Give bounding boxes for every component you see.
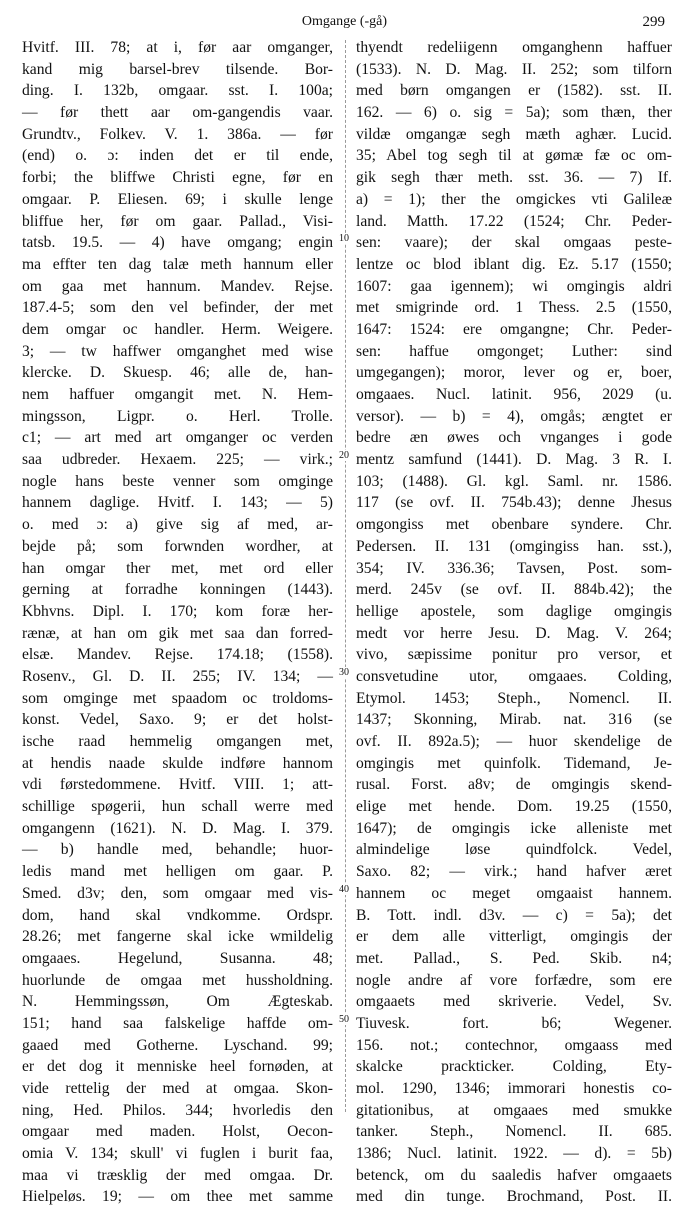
- text-line: 187.4-5; som den vel befinder, der met: [22, 299, 333, 317]
- right-column: [356, 37, 672, 1208]
- text-line: medt vor herre Jesu. D. Mag. V. 264;: [356, 624, 672, 642]
- text-line: dom, hand skal vndkomme. Ordspr.: [22, 906, 333, 924]
- text-line: Rosenv., Gl. D. II. 255; IV. 134; —: [22, 667, 333, 685]
- text-line: at hendis naade skulde indføre hannom: [22, 754, 333, 772]
- text-line: vdi førstedommene. Hvitf. VIII. 1; att-: [22, 776, 333, 794]
- text-line: ning, Hed. Philos. 344; hvorledis den: [22, 1101, 333, 1119]
- text-line: gik segh thær meth. sst. 36. — 7) If.: [356, 169, 672, 187]
- text-line: bejde på; som forwnden wordher, at: [22, 537, 333, 555]
- text-line: c1; — art med art omganger oc verden: [22, 429, 333, 447]
- text-line: omgaar med maden. Holst, Oecon-: [22, 1123, 333, 1141]
- text-line: schillige spøgerii, hun schall werre med: [22, 798, 333, 816]
- text-line: 103; (1488). Gl. kgl. Saml. nr. 1586.: [356, 472, 672, 490]
- text-line: consvetudine utor, omgaaes. Colding,: [356, 667, 672, 685]
- text-line: Smed. d3v; den, som omgaar med vis-: [22, 884, 333, 902]
- line-number: 30: [334, 667, 354, 678]
- text-line: han omgar ther met, met ord eller: [22, 559, 333, 577]
- text-line: 156. not.; contechnor, omgaass med: [356, 1036, 672, 1054]
- text-line: bedre æn øwes och vnganges i gode: [356, 429, 672, 447]
- text-line: 1437; Skonning, Mirab. nat. 316 (se: [356, 711, 672, 729]
- text-line: dem omgar oc handler. Herm. Weigere.: [22, 320, 333, 338]
- text-line: B. Tott. indl. d3v. — c) = 5a); det: [356, 906, 672, 924]
- text-line: er dem alle vitterligt, omgingis der: [356, 928, 672, 946]
- text-line: met smigrinde ord. 1 Thess. 2.5 (1550,: [356, 299, 672, 317]
- text-line: merd. 245v (se ovf. II. 884b.42); the: [356, 581, 672, 599]
- text-line: kand mig barsel-brev tilsende. Bor-: [22, 60, 333, 78]
- text-line: — før thett aar om-gangendis vaar.: [22, 104, 333, 122]
- text-line: gaaed med Gotherne. Lyschand. 99;: [22, 1036, 333, 1054]
- text-line: saa udbreder. Hexaem. 225; — virk.;: [22, 451, 333, 469]
- text-line: konst. Vedel, Saxo. 9; er det holst-: [22, 711, 333, 729]
- text-line: umgegangen); moror, lever og er, boer,: [356, 364, 672, 382]
- text-line: (end) o. ɔ: inden det er til ende,: [22, 147, 333, 165]
- text-line: nogle hans beste venner som omginge: [22, 472, 333, 490]
- text-line: som omginge met spaadom oc troldoms-: [22, 689, 333, 707]
- line-number: 40: [334, 884, 354, 895]
- text-line: mentz samfund (1441). D. Mag. 3 R. I.: [356, 451, 672, 469]
- text-line: hannem oc meget omgaaist hannem.: [356, 884, 672, 902]
- text-line: er det dog it menniske heel fornøden, at: [22, 1058, 333, 1076]
- text-line: o. med ɔ: a) give sig af med, ar-: [22, 516, 333, 534]
- text-line: ovf. II. 892a.5); — huor skendelige de: [356, 733, 672, 750]
- text-line: elige met hende. Dom. 19.25 (1550,: [356, 798, 672, 816]
- text-line: hannem daglige. Hvitf. I. 143; — 5): [22, 494, 333, 512]
- text-line: mol. 1290, 1346; immorari honestis co-: [356, 1080, 672, 1097]
- text-line: omia V. 134; skull' vi fuglen i burit faa,: [22, 1145, 333, 1163]
- text-line: omgangenn (1621). N. D. Mag. I. 379.: [22, 819, 333, 837]
- text-line: bliffue her, før om gaar. Pallad., Visi-: [22, 212, 333, 230]
- column-divider: [345, 40, 346, 1112]
- text-line: lentze oc blod iblant dig. Ez. 5.17 (1550;: [356, 255, 672, 273]
- text-line: vivo, sæpissime ponitur pro versor, et: [356, 646, 672, 664]
- text-line: Grundtv., Folkev. V. 1. 386a. — før: [22, 125, 333, 143]
- text-line: med børn omgangen er (1582). sst. II.: [356, 82, 672, 100]
- text-line: omgaar. P. Eliesen. 69; i skulle lenge: [22, 190, 333, 208]
- text-line: skalcke prackticker. Colding, Ety-: [356, 1058, 672, 1076]
- text-line: 162. — 6) o. sig = 5a); som thæn, ther: [356, 104, 672, 122]
- running-title: Omgange (-gå): [301, 14, 388, 29]
- text-line: gerning at forradhe konningen (1443).: [22, 581, 333, 599]
- text-line: ledis mand met helligen om gaar. P.: [22, 863, 333, 881]
- text-line: ische raad hemmelig omgangen met,: [22, 733, 333, 750]
- text-line: ma effter ten dag talæ meth hannum eller: [22, 255, 333, 273]
- text-line: 28.26; met fangerne skal icke wmildelig: [22, 928, 333, 946]
- text-line: met. Pallad., S. Ped. Skib. n4;: [356, 949, 672, 967]
- text-line: Pedersen. II. 131 (omgingiss han. sst.),: [356, 537, 672, 555]
- left-column: [22, 37, 333, 1208]
- text-line: omgongiss met obenbare syndere. Chr.: [356, 516, 672, 534]
- text-line: hellige apostele, som daglige omgingis: [356, 602, 672, 620]
- text-line: sen: haffue omgonget; Luther: sind: [356, 342, 672, 360]
- text-line: Saxo. 82; — virk.; hand hafver æret: [356, 863, 672, 881]
- text-line: forbi; the bliffwe Christi egne, før en: [22, 169, 333, 187]
- line-number: 50: [334, 1014, 354, 1025]
- text-line: elsæ. Mandev. Rejse. 174.18; (1558).: [22, 646, 333, 664]
- text-line: klercke. D. Skuesp. 46; alle de, han-: [22, 364, 333, 382]
- text-line: Hvitf. III. 78; at i, før aar omganger,: [22, 39, 333, 56]
- text-line: ding. I. 132b, omgaar. sst. I. 100a;: [22, 82, 333, 100]
- text-line: omgaaes. Hegelund, Susanna. 48;: [22, 949, 333, 967]
- text-line: 1607: gaa igennem); wi omgingis aldri: [356, 277, 672, 295]
- text-line: mingsson, Ligpr. o. Herl. Trolle.: [22, 407, 333, 425]
- line-number: 10: [334, 233, 354, 244]
- text-line: — b) handle med, behandle; huor-: [22, 841, 333, 859]
- text-line: 354; IV. 336.36; Tavsen, Post. som-: [356, 559, 672, 577]
- text-line: Tiuvesk. fort. b6; Wegener.: [356, 1014, 672, 1032]
- text-line: rænæ, at han om gik met saa dan forred-: [22, 624, 333, 642]
- page-number: 299: [642, 14, 665, 30]
- text-line: nem haffuer omgangit met. N. Hem-: [22, 386, 333, 403]
- text-line: tatsb. 19.5. — 4) have omgang; engin: [22, 234, 333, 252]
- text-line: thyendt redeliigenn omganghenn haffuer: [356, 39, 672, 56]
- page-header: [0, 14, 689, 34]
- text-line: tanker. Steph., Nomencl. II. 685.: [356, 1123, 672, 1141]
- text-line: 117 (se ovf. II. 754b.43); denne Jhesus: [356, 494, 672, 512]
- text-line: versor). — b) = 4), omgås; ængtet er: [356, 407, 672, 425]
- text-line: a) = 1); ther the omgickes vti Galileæ: [356, 190, 672, 208]
- text-line: nogle andre af vore forfædre, som ere: [356, 971, 672, 989]
- text-line: 35; Abel tog segh til at gømæ fæ oc om-: [356, 147, 672, 165]
- text-line: 3; — tw haffwer omganghet med wise: [22, 342, 333, 360]
- text-line: omgaaets med skriverie. Vedel, Sv.: [356, 993, 672, 1011]
- text-line: betenck, om du saaledis hafver omgaaets: [356, 1166, 672, 1184]
- text-line: almindelige løse quindfolck. Vedel,: [356, 841, 672, 859]
- text-line: med din tunge. Brochmand, Post. II.: [356, 1188, 672, 1206]
- text-line: gitationibus, at omgaaes med smukke: [356, 1101, 672, 1119]
- text-line: sen: vaare); der skal omgaas peste-: [356, 234, 672, 252]
- text-line: 1647: 1524: ere omgangne; Chr. Peder-: [356, 320, 672, 338]
- text-line: Etymol. 1453; Steph., Nomencl. II.: [356, 689, 672, 707]
- text-line: N. Hemmingssøn, Om Ægteskab.: [22, 993, 333, 1011]
- text-line: maa vi træsklig der med omgaa. Dr.: [22, 1166, 333, 1184]
- text-line: omgingis met quinfolk. Tidemand, Je-: [356, 754, 672, 772]
- text-line: 151; hand saa falskelige haffde om-: [22, 1014, 333, 1032]
- text-line: land. Matth. 17.22 (1524; Chr. Peder-: [356, 212, 672, 230]
- text-line: Hielpeløs. 19; — om thee met samme: [22, 1188, 333, 1206]
- text-line: huorlunde de omgaa met hussholdning.: [22, 971, 333, 989]
- text-line: 1386; Nucl. latinit. 1922. — d). = 5b): [356, 1145, 672, 1163]
- text-line: omgaaes. Nucl. latinit. 956, 2029 (u.: [356, 386, 672, 403]
- text-line: Kbhvns. Dipl. I. 170; kom foræ her-: [22, 602, 333, 620]
- text-line: om gaa met hannum. Mandev. Rejse.: [22, 277, 333, 295]
- line-number: 20: [334, 450, 354, 461]
- text-line: vide rettelig der med at omgaa. Skon-: [22, 1080, 333, 1097]
- text-line: 1647); de omgingis icke alleniste met: [356, 819, 672, 837]
- text-line: rusal. Forst. a8v; de omgingis skend-: [356, 776, 672, 794]
- text-line: (1533). N. D. Mag. II. 252; som tilforn: [356, 60, 672, 78]
- text-line: vildæ omgangæ segh mæth aghær. Lucid.: [356, 125, 672, 143]
